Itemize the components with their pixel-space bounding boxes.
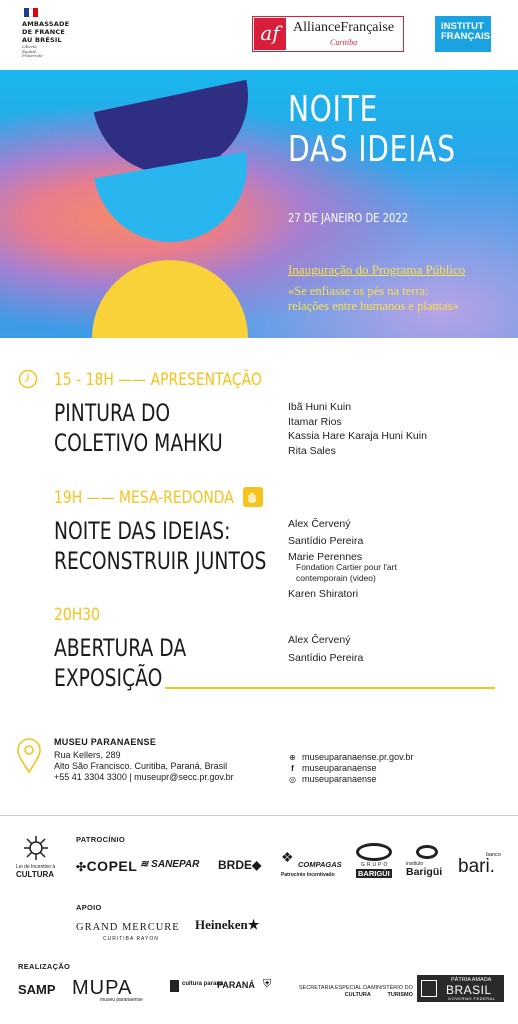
cyan-half-circle: [94, 152, 259, 255]
hero-quote: [288, 284, 459, 314]
person: Rita Sales: [288, 444, 336, 457]
session2-title: [54, 516, 266, 576]
ministerio-line1: MINISTÉRIO DO: [371, 985, 413, 991]
apoio-label: APOIO: [76, 903, 102, 912]
session2-note: [296, 562, 397, 583]
person: Santídio Pereira: [288, 534, 364, 547]
secretaria-logo: [299, 985, 371, 998]
sanepar-text: SANEPAR: [151, 859, 200, 870]
ministerio-line2: TURISMO: [387, 991, 413, 998]
yellow-half-circle: [92, 260, 248, 338]
person: Kassia Hare Karaja Huni Kuin: [288, 430, 427, 442]
gov-brasil-logo: [417, 975, 504, 1002]
program-link[interactable]: Inauguração do Programa Público: [288, 262, 466, 277]
session1-title-line2: COLETIVO MAHKU: [54, 429, 223, 457]
barigui-icon: [356, 843, 392, 861]
motto-fraternite: Fraternité: [22, 53, 43, 58]
grand-mercure-sub: CURITIBA RAYON: [103, 936, 159, 942]
instagram-link[interactable]: [288, 774, 377, 784]
session2-title-line1: NOITE DAS IDEIAS:: [54, 517, 231, 545]
session1-title: [54, 398, 223, 458]
person: Marie Perennes: [288, 551, 363, 563]
mupa-logo: MUPA: [72, 977, 133, 999]
ministerio-logo: [371, 985, 413, 998]
parana-crest-icon: ⛨: [263, 978, 272, 990]
note-line2: contemporain (video): [296, 572, 376, 583]
embassy-logo: [22, 20, 69, 44]
hero-title-line2: DAS IDEIAS: [288, 129, 456, 170]
quote-line2: relações entre humanos e plantas»: [288, 299, 459, 313]
lei-incentivo-icon: [22, 834, 50, 862]
sanepar-logo: [140, 859, 199, 870]
location-pin-icon: [16, 738, 42, 774]
hero-banner: [0, 70, 518, 338]
samp-logo: SAMP: [18, 982, 56, 997]
mupa-sub: museu paranaense: [100, 997, 143, 1003]
brde-text: BRDE: [218, 858, 253, 872]
session3-title-line1: ABERTURA DA: [54, 634, 187, 662]
lei-incentivo-text: Lei de Incentivo à: [16, 864, 56, 870]
banco-text: banco: [486, 852, 501, 858]
person: Ibã Huni Kuin: [288, 401, 352, 413]
instituto-barigui-icon: [416, 845, 438, 859]
brde-icon: ◆: [252, 858, 262, 872]
secretaria-line2: CULTURA: [344, 991, 371, 998]
clock-icon: [18, 369, 38, 389]
french-flag-icon: [24, 8, 38, 17]
brasil-text: BRASIL: [446, 983, 492, 997]
parana-logo: PARANÁ: [217, 980, 255, 990]
museum-name: MUSEU PARANAENSE: [54, 737, 157, 747]
facebook-text: museuparanaense: [302, 763, 377, 773]
copel-logo: [76, 858, 137, 874]
institut-line1: INSTITUT: [441, 21, 484, 32]
cultura-parana-icon: [170, 980, 179, 992]
session2-people: [288, 517, 363, 565]
institut-line2: FRANÇAIS: [441, 31, 491, 42]
person: Itamar Rios: [288, 415, 342, 428]
person: Alex Červený: [288, 518, 351, 530]
session3-people: [288, 633, 363, 665]
museum-contact[interactable]: +55 41 3304 3300 | museupr@secc.pr.gov.br: [54, 772, 234, 782]
grand-mercure-logo: GRAND MERCURE: [76, 922, 180, 933]
heineken-logo: [195, 917, 259, 933]
globe-icon: ⊕: [289, 752, 296, 762]
session2-time: 19H —— MESA-REDONDA: [54, 488, 234, 508]
governo-text: GOVERNO FEDERAL: [448, 996, 496, 1001]
session1-time: 15 - 18H —— APRESENTAÇÃO: [54, 370, 262, 390]
alliance-city: Curitiba: [330, 38, 358, 47]
copel-icon: ✣: [76, 860, 87, 874]
address-line2: Alto São Francisco. Curitiba, Paraná, Brasil: [54, 761, 228, 771]
barigui2-text: Barigüi: [406, 866, 443, 878]
motto-egalite: Égalité: [22, 48, 37, 54]
compagas-text: COMPAGAS: [298, 860, 342, 869]
heineken-text: Heineken: [195, 917, 248, 932]
section-divider: [0, 815, 518, 816]
hero-title: [288, 90, 456, 170]
quote-line1: «Se enfiasse os pés na terra:: [288, 284, 429, 298]
barigui-text: BARIGÜI: [358, 869, 390, 878]
af-mark-icon: af: [254, 18, 286, 50]
museum-address: [54, 750, 234, 783]
brde-logo: [218, 858, 261, 872]
note-line1: Fondation Cartier pour l'art: [296, 562, 397, 572]
session1-people: [288, 400, 427, 458]
embassy-line1: AMBASSADE: [22, 20, 70, 28]
session3-title: [54, 633, 186, 693]
star-icon: ★: [247, 917, 260, 932]
grupo-text: GRUPO: [361, 862, 390, 868]
facebook-icon: f: [291, 763, 294, 773]
session3-title-line2: EXPOSIÇÃO: [54, 664, 163, 692]
session2-title-line2: RECONSTRUIR JUNTOS: [54, 547, 267, 575]
embassy-line3: AU BRÉSIL: [22, 36, 62, 44]
facebook-link[interactable]: [288, 763, 377, 773]
secretaria-line1: SECRETARIA ESPECIAL DA: [299, 985, 371, 991]
patria-text: PÁTRIA AMADA: [451, 977, 492, 983]
motto-liberte: Liberté: [22, 44, 37, 49]
cultura-parana-text: cultura paraná: [182, 981, 224, 987]
instituto-text: instituto: [406, 861, 424, 867]
compagas-icon: ❖: [281, 849, 294, 865]
person: Santídio Pereira: [288, 651, 364, 664]
address-line1: Rua Kellers, 289: [54, 750, 121, 760]
flag-outline-icon: [421, 980, 437, 997]
patrocinio-label: PATROCÍNIO: [76, 835, 125, 844]
sanepar-icon: ≋: [140, 859, 149, 870]
alliance-name: AllianceFrançaise: [293, 20, 395, 35]
website-text: museuparanaense.pr.gov.br: [302, 752, 414, 762]
hero-date: 27 DE JANEIRO DE 2022: [288, 210, 409, 225]
realizacao-label: REALIZAÇÃO: [18, 962, 71, 971]
institut-francais-logo: [435, 16, 491, 52]
cultura-text: CULTURA: [16, 870, 55, 879]
person: Karen Shiratori: [288, 588, 359, 600]
person: Alex Červený: [288, 634, 351, 646]
session1-title-line1: PINTURA DO: [54, 399, 171, 427]
divider-line: [165, 687, 495, 689]
instagram-icon: ◎: [289, 774, 296, 784]
session3-time: 20H30: [54, 605, 100, 625]
instagram-text: museuparanaense: [302, 774, 377, 784]
embassy-motto: [22, 45, 43, 59]
copel-text: COPEL: [86, 858, 138, 874]
hero-title-line1: NOITE: [288, 89, 379, 130]
website-link[interactable]: [288, 752, 413, 762]
bari-logo: bari.: [458, 856, 495, 877]
compagas-sub: Patrocínio Incentivado: [281, 872, 335, 878]
embassy-line2: DE FRANCE: [22, 28, 66, 36]
sign-language-icon: [243, 487, 263, 507]
